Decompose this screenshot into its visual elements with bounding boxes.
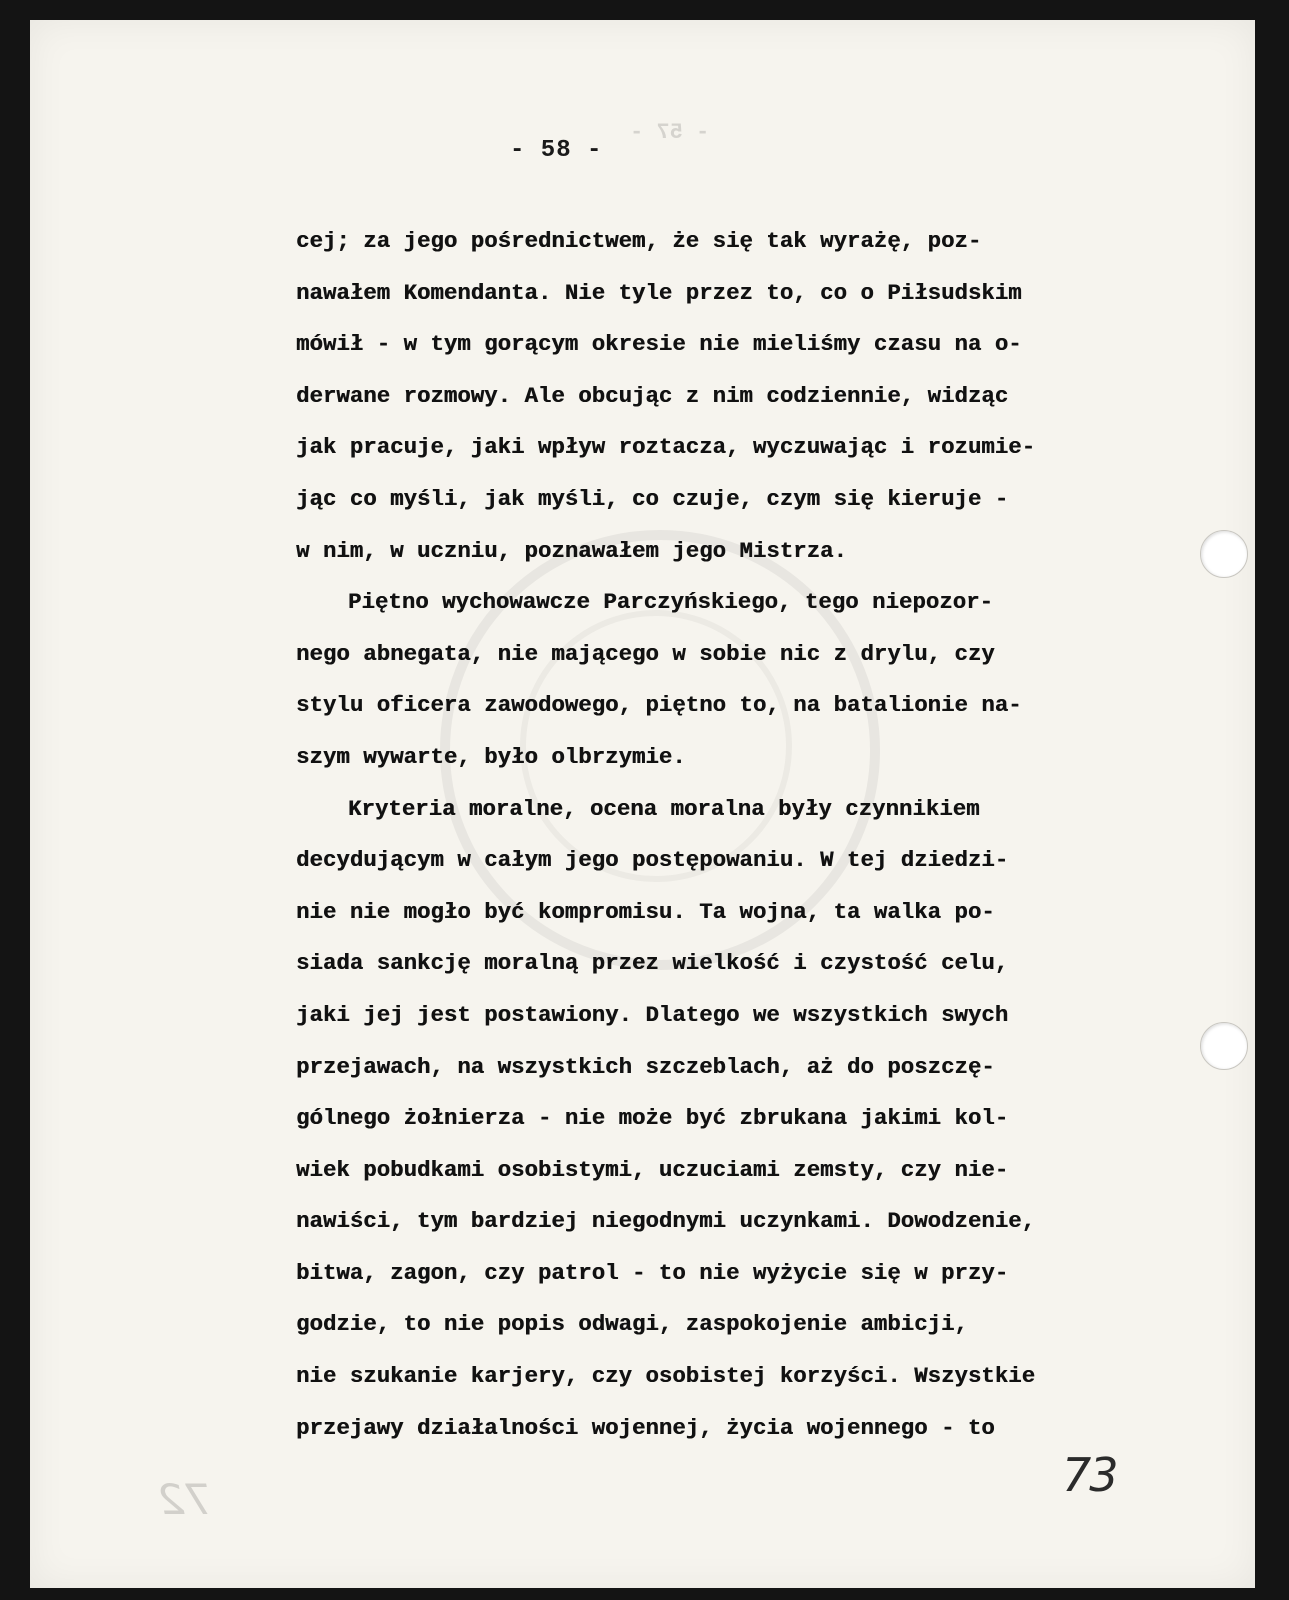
text-line: jaki jej jest postawiony. Dlatego we wszystkich swych	[296, 1001, 1009, 1028]
punch-hole	[1200, 530, 1248, 578]
text-line: przejawy działalności wojennej, życia wojennego - to	[296, 1414, 995, 1441]
text-line: przejawach, na wszystkich szczeblach, aż do poszczę-	[296, 1053, 995, 1080]
text-line: nie nie mogło być kompromisu. Ta wojna, ta walka po-	[296, 898, 995, 925]
text-line: szym wywarte, było olbrzymie.	[296, 743, 686, 770]
text-line: wiek pobudkami osobistymi, uczuciami zemsty, czy nie-	[296, 1156, 1009, 1183]
text-line: Piętno wychowawcze Parczyńskiego, tego niepozor-	[348, 589, 993, 616]
text-line: bitwa, zagon, czy patrol - to nie wyżycie się w przy-	[296, 1259, 1009, 1286]
text-line: nawałem Komendanta. Nie tyle przez to, co o Piłsudskim	[296, 279, 1022, 306]
text-line: nawiści, tym bardziej niegodnymi uczynkami. Dowodzenie,	[296, 1208, 1036, 1235]
text-line: jak pracuje, jaki wpływ roztacza, wyczuwając i rozumie-	[296, 434, 1036, 461]
bleed-through-archive-number: 72	[158, 1475, 212, 1524]
body-text	[296, 216, 1166, 1454]
text-line: jąc co myśli, jak myśli, co czuje, czym się kieruje -	[296, 485, 1009, 512]
text-line: mówił - w tym gorącym okresie nie mieliśmy czasu na o-	[296, 331, 1022, 358]
punch-hole	[1200, 1022, 1248, 1070]
text-line: gólnego żołnierza - nie może być zbrukana jakimi kol-	[296, 1105, 1009, 1132]
text-line: nego abnegata, nie mającego w sobie nic z drylu, czy	[296, 640, 995, 667]
text-line: godzie, to nie popis odwagi, zaspokojenie ambicji,	[296, 1311, 968, 1338]
text-line: Kryteria moralne, ocena moralna były czynnikiem	[348, 795, 980, 822]
page-number: - 58 -	[510, 137, 603, 164]
text-line: decydującym w całym jego postępowaniu. W tej dziedzi-	[296, 847, 1009, 874]
bleed-through-page-number: - 57 -	[630, 120, 710, 145]
text-line: cej; za jego pośrednictwem, że się tak wyrażę, poz-	[296, 228, 982, 254]
text-line: w nim, w uczniu, poznawałem jego Mistrza.	[296, 537, 847, 564]
text-line: siada sankcję moralną przez wielkość i czystość celu,	[296, 950, 1009, 977]
text-line: derwane rozmowy. Ale obcując z nim codziennie, widząc	[296, 382, 1009, 409]
archive-number-handwritten: 73	[1062, 1448, 1117, 1502]
text-line: stylu oficera zawodowego, piętno to, na batalionie na-	[296, 692, 1022, 719]
text-line: nie szukanie karjery, czy osobistej korzyści. Wszystkie	[296, 1363, 1036, 1390]
